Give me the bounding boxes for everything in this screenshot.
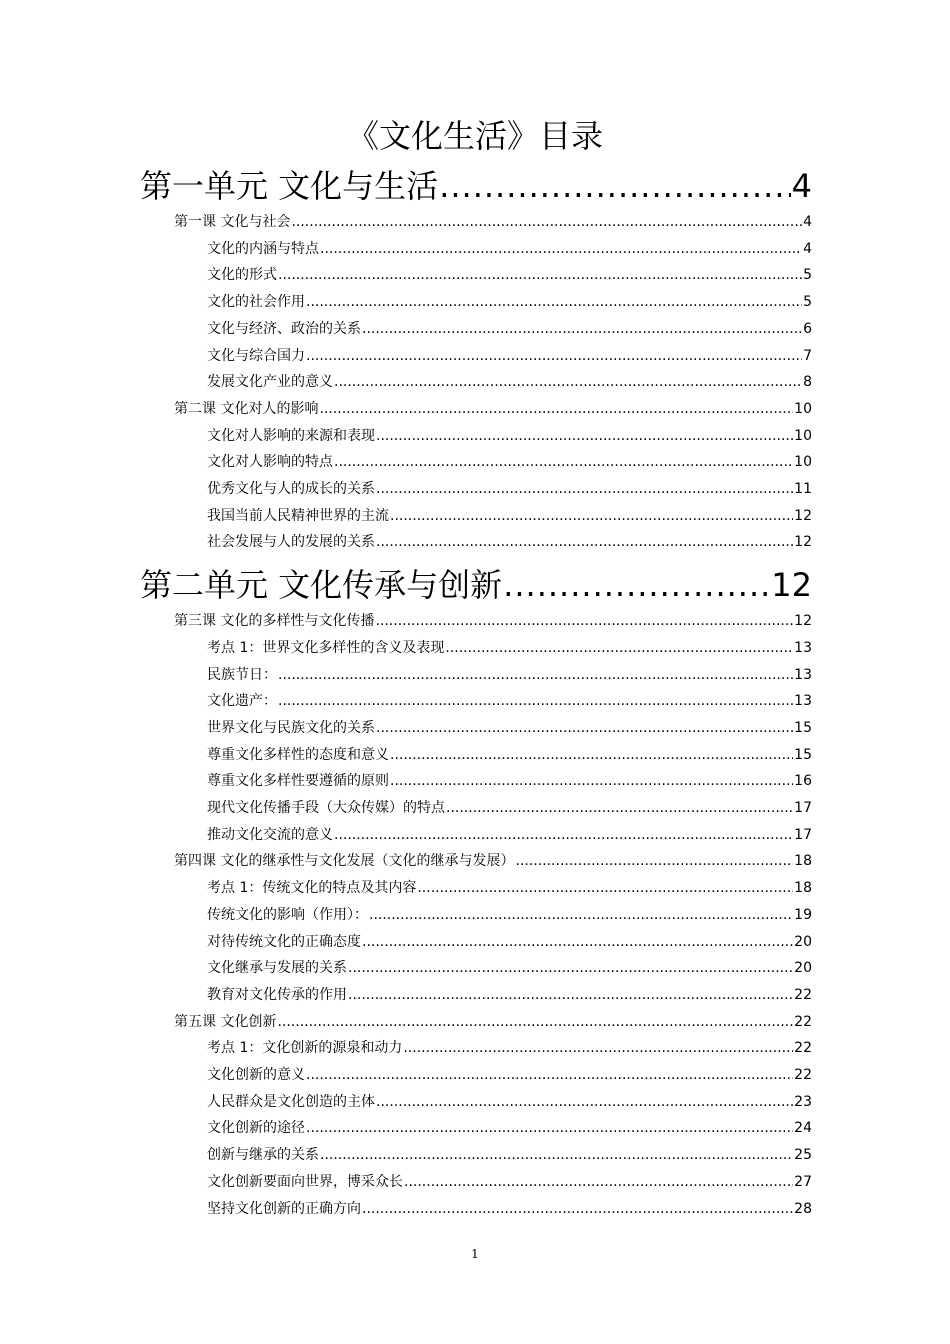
toc-entry-section[interactable]: [207, 371, 812, 393]
dot-leader: [375, 610, 793, 632]
toc-entry-title: 文化遗产：: [207, 693, 277, 710]
toc-entry-page: 10: [794, 454, 812, 471]
dot-leader: [306, 291, 802, 313]
toc-entry-section[interactable]: [207, 717, 812, 739]
toc-entry-page: 13: [794, 639, 812, 656]
toc-entry-section[interactable]: [207, 1171, 812, 1193]
dot-leader: [390, 505, 793, 527]
toc-entry-title: 文化与综合国力: [207, 347, 305, 364]
dot-leader: [306, 1117, 793, 1139]
toc-entry-page: 20: [794, 960, 812, 977]
toc-entry-page: 17: [794, 800, 812, 816]
toc-entry-page: 7: [803, 347, 812, 364]
toc-entry-section[interactable]: [207, 664, 812, 686]
toc-entry-page: 12: [794, 613, 812, 630]
toc-entry-page: 4: [803, 240, 812, 257]
dot-leader: [369, 904, 793, 926]
toc-entry-page: 10: [794, 427, 812, 444]
toc-entry-page: 6: [803, 320, 812, 337]
toc-entry-section[interactable]: [207, 1064, 812, 1086]
toc-entry-title: 对待传统文化的正确态度: [207, 933, 361, 950]
toc-entry-page: 27: [794, 1173, 812, 1190]
document-title: 《文化生活》目录: [346, 117, 603, 155]
toc-entry-page: 22: [794, 1013, 812, 1030]
toc-entry-page: 28: [794, 1200, 812, 1217]
toc-entry-title: 传统文化的影响（作用）：: [207, 906, 368, 923]
toc-entry-title: 文化的内涵与特点: [207, 240, 319, 257]
toc-entry-title: 第二单元 文化传承与创新: [140, 566, 503, 605]
toc-entry-page: 8: [803, 374, 812, 391]
toc-entry-title: 文化的形式: [207, 267, 277, 284]
toc-entry-title: 创新与继承的关系: [207, 1147, 319, 1164]
toc-entry-page: 13: [794, 666, 812, 683]
toc-entry-section[interactable]: [207, 238, 812, 260]
toc-entry-page: 5: [803, 267, 812, 284]
toc-entry-page: 4: [803, 214, 812, 230]
dot-leader: [348, 957, 793, 979]
dot-leader: [503, 562, 770, 608]
toc-entry-page: 22: [794, 1067, 812, 1083]
dot-leader: [291, 211, 802, 233]
toc-entry-title: 第二课 文化对人的影响: [174, 400, 319, 417]
toc-entry-section[interactable]: [207, 478, 812, 500]
toc-entry-page: 18: [794, 853, 812, 870]
toc-entry-section[interactable]: [207, 984, 812, 1006]
dot-leader: [334, 824, 793, 846]
toc-entry-section[interactable]: [207, 904, 812, 926]
toc-entry-section[interactable]: [207, 1037, 812, 1059]
page-number: 1: [471, 1247, 479, 1261]
toc-entry-title: 第三课 文化的多样性与文化传播: [174, 613, 375, 630]
toc-entry-section[interactable]: [207, 264, 812, 286]
dot-leader: [306, 1064, 793, 1086]
toc-entry-section[interactable]: [207, 797, 812, 819]
toc-entry-lesson[interactable]: [174, 610, 812, 632]
dot-leader: [376, 531, 793, 553]
toc-entry-unit[interactable]: [140, 163, 812, 209]
toc-entry-title: 社会发展与人的发展的关系: [207, 534, 375, 551]
toc-entry-title: 考点 1：世界文化多样性的含义及表现: [207, 639, 445, 656]
toc-entry-title: 教育对文化传承的作用: [207, 986, 347, 1003]
toc-entry-title: 尊重文化多样性的态度和意义: [207, 746, 389, 763]
toc-entry-lesson[interactable]: [174, 211, 812, 233]
dot-leader: [277, 1011, 793, 1033]
toc-entry-title: 我国当前人民精神世界的主流: [207, 507, 389, 524]
toc-entry-unit[interactable]: [140, 562, 812, 608]
toc-entry-title: 发展文化产业的意义: [207, 374, 333, 391]
toc-entry-page: 11: [794, 481, 812, 497]
toc-entry-lesson[interactable]: [174, 850, 812, 872]
toc-entry-section[interactable]: [207, 318, 812, 340]
toc-entry-section[interactable]: [207, 291, 812, 313]
dot-leader: [376, 717, 793, 739]
toc-entry-lesson[interactable]: [174, 398, 812, 420]
toc-entry-section[interactable]: [207, 957, 812, 979]
toc-entry-section[interactable]: [207, 425, 812, 447]
toc-entry-page: 16: [794, 773, 812, 790]
dot-leader: [278, 264, 802, 286]
toc-entry-title: 第一单元 文化与生活: [140, 167, 439, 205]
toc-entry-page: 13: [794, 693, 812, 710]
toc-entry-title: 民族节日：: [207, 666, 277, 683]
dot-leader: [278, 690, 793, 712]
toc-entry-title: 第五课 文化创新: [174, 1013, 277, 1030]
dot-leader: [362, 931, 793, 953]
dot-leader: [404, 1171, 793, 1193]
toc-entry-title: 文化继承与发展的关系: [207, 960, 347, 977]
dot-leader: [362, 318, 802, 340]
toc-entry-page: 24: [794, 1120, 812, 1137]
dot-leader: [445, 637, 793, 659]
toc-entry-section[interactable]: [207, 931, 812, 953]
dot-leader: [278, 664, 793, 686]
toc-entry-page: 19: [794, 906, 812, 923]
toc-entry-title: 尊重文化多样性要遵循的原则: [207, 773, 389, 790]
dot-leader: [306, 345, 802, 367]
toc-entry-page: 15: [794, 719, 812, 736]
toc-entry-page: 20: [794, 933, 812, 950]
toc-entry-page: 15: [794, 746, 812, 763]
toc-entry-section[interactable]: [207, 505, 812, 527]
toc-entry-section[interactable]: [207, 345, 812, 367]
dot-leader: [390, 770, 793, 792]
toc-entry-title: 考点 1：文化创新的源泉和动力: [207, 1040, 403, 1057]
dot-leader: [446, 797, 793, 819]
toc-entry-section[interactable]: [207, 451, 812, 473]
toc-entry-title: 文化创新的途径: [207, 1120, 305, 1137]
toc-entry-title: 文化创新的意义: [207, 1067, 305, 1083]
toc-entry-section[interactable]: [207, 744, 812, 766]
toc-entry-title: 文化创新要面向世界，博采众长: [207, 1173, 403, 1190]
toc-entry-page: 25: [794, 1147, 812, 1164]
toc-entry-title: 第一课 文化与社会: [174, 214, 291, 230]
toc-entry-section[interactable]: [207, 1144, 812, 1166]
toc-entry-section[interactable]: [207, 690, 812, 712]
toc-entry-title: 推动文化交流的意义: [207, 826, 333, 843]
toc-entry-section[interactable]: [207, 1117, 812, 1139]
toc-entry-page: 22: [794, 986, 812, 1003]
dot-leader: [320, 238, 802, 260]
dot-leader: [334, 371, 802, 393]
toc-entry-title: 文化对人影响的来源和表现: [207, 427, 375, 444]
toc-entry-title: 世界文化与民族文化的关系: [207, 719, 375, 736]
toc-entry-page: 18: [794, 880, 812, 897]
toc-entry-page: 12: [771, 566, 812, 605]
toc-entry-page: 17: [794, 826, 812, 843]
dot-leader: [376, 478, 793, 500]
toc-entry-section[interactable]: [207, 531, 812, 553]
toc-entry-page: 12: [794, 534, 812, 551]
toc-entry-section[interactable]: [207, 877, 812, 899]
toc-entry-title: 坚持文化创新的正确方向: [207, 1200, 361, 1217]
toc-entry-title: 第四课 文化的继承性与文化发展（文化的继承与发展）: [174, 853, 515, 870]
dot-leader: [362, 1198, 793, 1220]
dot-leader: [334, 451, 793, 473]
toc-entry-page: 4: [791, 167, 812, 205]
toc-entry-title: 现代文化传播手段（大众传媒）的特点: [207, 800, 445, 816]
toc-entry-title: 优秀文化与人的成长的关系: [207, 481, 375, 497]
toc-entry-section[interactable]: [207, 1198, 812, 1220]
toc-entry-lesson[interactable]: [174, 1011, 812, 1033]
toc-entry-title: 考点 1：传统文化的特点及其内容: [207, 880, 417, 897]
toc-entry-title: 人民群众是文化创造的主体: [207, 1093, 375, 1110]
toc-entry-section[interactable]: [207, 637, 812, 659]
toc-entry-title: 文化对人影响的特点: [207, 454, 333, 471]
toc-entry-page: 22: [794, 1040, 812, 1057]
toc-entry-page: 10: [794, 400, 812, 417]
toc-entry-title: 文化的社会作用: [207, 294, 305, 311]
dot-leader: [515, 850, 793, 872]
dot-leader: [417, 877, 793, 899]
dot-leader: [439, 163, 790, 209]
toc-entry-section[interactable]: [207, 770, 812, 792]
dot-leader: [348, 984, 793, 1006]
dot-leader: [376, 425, 793, 447]
toc-entry-section[interactable]: [207, 1091, 812, 1113]
dot-leader: [376, 1091, 793, 1113]
toc-entry-section[interactable]: [207, 824, 812, 846]
toc-entry-page: 5: [803, 294, 812, 311]
toc-entry-page: 23: [794, 1093, 812, 1110]
dot-leader: [390, 744, 793, 766]
toc-entry-page: 12: [794, 507, 812, 524]
toc-entry-title: 文化与经济、政治的关系: [207, 320, 361, 337]
dot-leader: [320, 1144, 793, 1166]
dot-leader: [319, 398, 793, 420]
dot-leader: [403, 1037, 793, 1059]
